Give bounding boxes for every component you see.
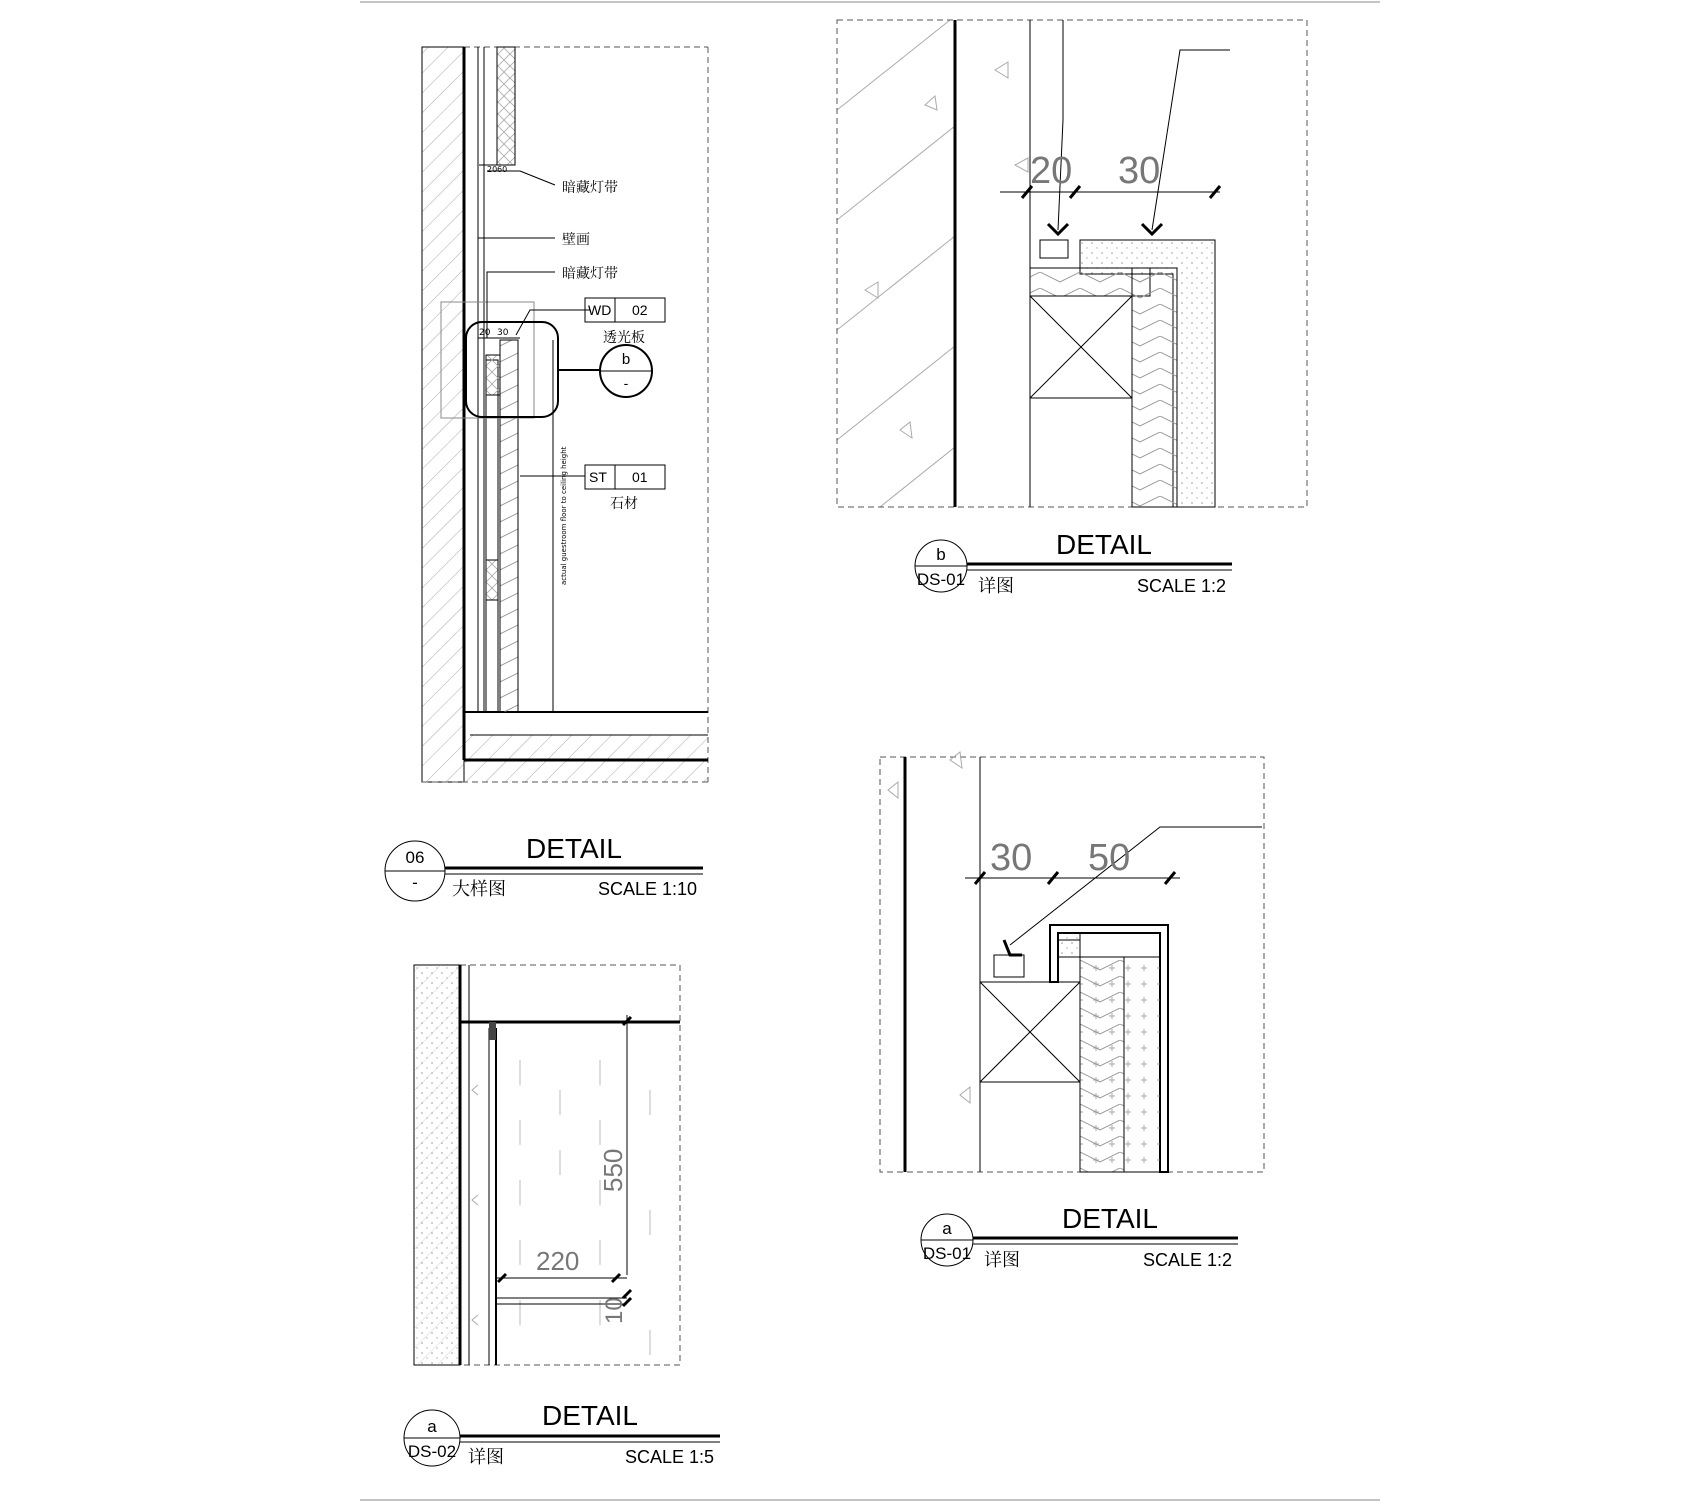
bubble-b-bottom: DS-01 — [916, 570, 966, 589]
vertical-height-note: actual guestroom floor to ceiling height — [560, 446, 568, 585]
detail-a-ds01-title: DETAIL — [1062, 1203, 1158, 1234]
detail-06-drawing — [422, 47, 708, 782]
label-hidden-light-2: 暗藏灯带 — [562, 266, 618, 282]
detail-a-ds02-scale: SCALE 1:5 — [624, 1447, 714, 1467]
st-number: 01 — [632, 469, 648, 485]
bubble-a-ds01-top: a — [942, 1219, 952, 1238]
detail-b-drawing — [837, 20, 1307, 507]
wd-number: 02 — [632, 302, 648, 318]
d06-dim-20b: 20 — [479, 328, 491, 338]
detail-a-ds01-subtitle: 详图 — [984, 1250, 1020, 1271]
detail-a-ds01-scale: SCALE 1:2 — [1142, 1250, 1232, 1270]
d06-dim-20: 20 — [487, 165, 498, 174]
d06-dim-60: 60 — [497, 165, 508, 174]
label-hidden-light-1: 暗藏灯带 — [562, 180, 618, 196]
da1-dim-50: 50 — [1088, 837, 1131, 879]
bubble-b-top: b — [936, 545, 946, 564]
wd-code: WD — [588, 302, 612, 318]
bubble-a-ds02-bottom: DS-02 — [407, 1442, 457, 1461]
da2-dim-10: 10 — [601, 1297, 628, 1324]
db-dim-30: 30 — [1118, 150, 1161, 192]
detail-a-ds02-title: DETAIL — [542, 1400, 638, 1431]
bubble-06-top: 06 — [405, 848, 425, 867]
detail-b-title: DETAIL — [1056, 529, 1152, 560]
db-dim-20: 20 — [1030, 150, 1073, 192]
label-stone: 石材 — [610, 496, 638, 512]
bubble-a-ds02-top: a — [427, 1417, 437, 1436]
bubble-a-ds01-bottom: DS-01 — [922, 1244, 972, 1263]
bubble-06-bottom: - — [412, 873, 418, 892]
detail-a-ds02-drawing — [414, 965, 680, 1365]
da2-dim-550: 550 — [598, 1148, 628, 1192]
d06-dim-30: 30 — [497, 328, 509, 338]
da2-dim-220: 220 — [536, 1246, 580, 1276]
detail-06-scale: SCALE 1:10 — [597, 879, 697, 899]
callout-b-top: b — [621, 351, 631, 368]
label-mural: 壁画 — [562, 232, 590, 248]
detail-a-ds02-subtitle: 详图 — [468, 1447, 504, 1468]
detail-06-subtitle: 大样图 — [452, 879, 506, 900]
callout-b-bottom: - — [623, 375, 629, 391]
detail-06-title: DETAIL — [526, 833, 622, 864]
st-code: ST — [589, 469, 607, 485]
label-translucent-panel: 透光板 — [603, 330, 645, 346]
detail-a-ds01-drawing — [880, 752, 1264, 1172]
da1-dim-30: 30 — [990, 837, 1033, 879]
concrete-wall-hatch — [422, 47, 464, 782]
detail-b-subtitle: 详图 — [978, 576, 1014, 597]
detail-b-scale: SCALE 1:2 — [1136, 576, 1226, 596]
